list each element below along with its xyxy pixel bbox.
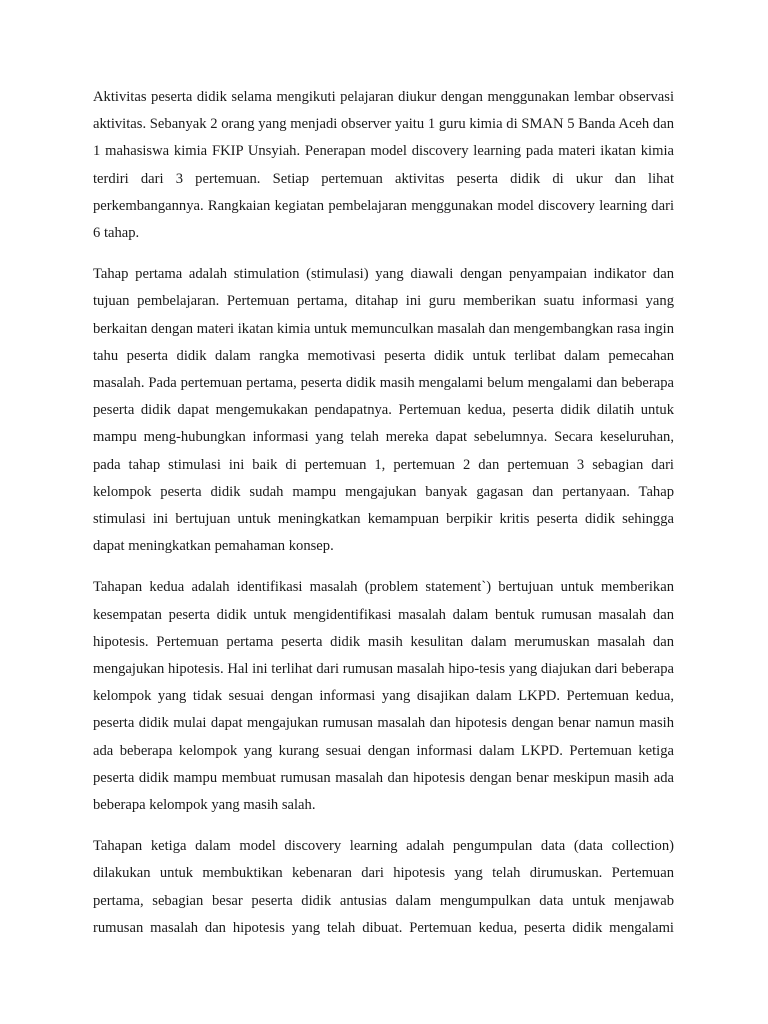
paragraph-stage-problem-statement: Tahapan kedua adalah identifikasi masalah (problem statement`) bertujuan untuk memberikan kesempatan peserta didik untuk mengidentifikasi masalah dalam bentuk rumusan masalah dan hipotesis. Pertemuan pertama peserta didik masih kesulitan dalam merumuskan masalah dan mengajukan hipotesis. Hal ini terlihat dari rumusan masalah hipo-tesis yang diajukan dari beberapa kelompok yang tidak sesuai dengan informasi yang disajikan dalam LKPD. Pertemuan kedua, peserta didik mulai dapat mengajukan rumusan masalah dan hipotesis dengan benar namun masih ada beberapa kelompok yang kurang sesuai dengan informasi dalam LKPD. Pertemuan ketiga peserta didik mampu membuat rumusan masalah dan hipotesis dengan benar meskipun masih ada beberapa kelompok yang masih salah.	[93, 579, 674, 814]
paragraph-stage-data-collection: Tahapan ketiga dalam model discovery learning adalah pengumpulan data (data collection) dilakukan untuk membuktikan kebenaran dari hipotesis yang telah dirumuskan. Pertemuan pertama, sebagian besar peserta didik antusias dalam mengumpulkan data untuk menjawab rumusan masalah dan hipotesis yang telah dibuat. Pertemuan kedua, peserta didik mengalami	[93, 838, 674, 936]
paragraph-activity-observation: Aktivitas peserta didik selama mengikuti pelajaran diukur dengan menggunakan lembar observasi aktivitas. Sebanyak 2 orang yang menjadi observer yaitu 1 guru kimia di SMAN 5 Banda Aceh dan 1 mahasiswa kimia FKIP Unsyiah. Penerapan model discovery learning pada materi ikatan kimia terdiri dari 3 pertemuan. Setiap pertemuan aktivitas peserta didik di ukur dan lihat perkembangannya. Rangkaian kegiatan pembelajaran menggunakan model discovery learning dari 6 tahap.	[93, 89, 674, 242]
paragraph-stage-stimulation: Tahap pertama adalah stimulation (stimulasi) yang diawali dengan penyampaian indikator dan tujuan pembelajaran. Pertemuan pertama, ditahap ini guru memberikan suatu informasi yang berkaitan dengan materi ikatan kimia untuk memunculkan masalah dan mengembangkan rasa ingin tahu peserta didik dalam rangka memotivasi peserta didik untuk terlibat dalam pemecahan masalah. Pada pertemuan pertama, peserta didik masih mengalami belum mengalami dan beberapa peserta didik dapat mengemukakan pendapatnya. Pertemuan kedua, peserta didik dilatih untuk mampu meng-hubungkan informasi yang telah mereka dapat sebelumnya. Secara keseluruhan, pada tahap stimulasi ini baik di pertemuan 1, pertemuan 2 dan pertemuan 3 sebagian dari kelompok peserta didik sudah mampu mengajukan banyak gagasan dan pertanyaan. Tahap stimulasi ini bertujuan untuk meningkatkan kemampuan berpikir kritis peserta didik sehingga dapat meningkatkan pemahaman konsep.	[93, 266, 674, 555]
document-body	[93, 84, 674, 942]
